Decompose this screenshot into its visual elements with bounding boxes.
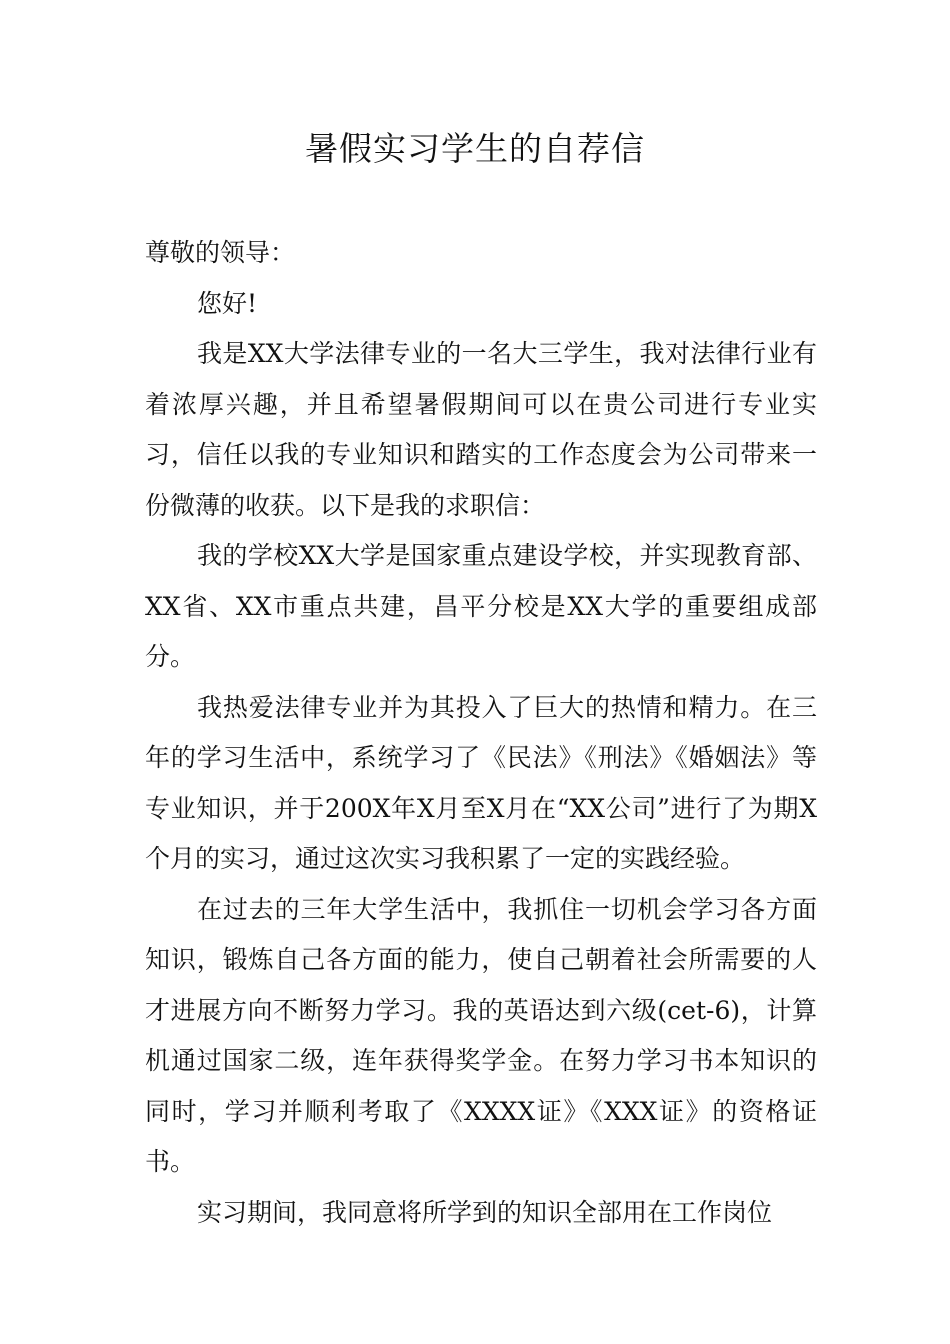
letter-body (145, 228, 817, 1238)
salutation: 尊敬的领导： (145, 238, 296, 267)
major-paragraph: 我热爱法律专业并为其投入了巨大的热情和精力。在三年的学习生活中，系统学习了《民法》《刑法》《婚姻法》等专业知识，并于200X年X月至X月在“XX公司”进行了为期X个月的实习，通过这次实习我积累了一定的实践经验。 (145, 692, 817, 873)
intro-paragraph: 我是XX大学法律专业的一名大三学生，我对法律行业有着浓厚兴趣，并且希望暑假期间可以在贵公司进行专业实习，信任以我的专业知识和踏实的工作态度会为公司带来一份微薄的收获。以下是我的求职信： (145, 339, 817, 520)
document-title: 暑假实习学生的自荐信 (305, 129, 645, 168)
internship-paragraph: 实习期间，我同意将所学到的知识全部用在工作岗位 (197, 1197, 773, 1227)
skills-paragraph: 在过去的三年大学生活中，我抓住一切机会学习各方面知识，锻炼自己各方面的能力，使自己朝着社会所需要的人才进展方向不断努力学习。我的英语达到六级(cet-6)，计算机通过国家二级，连年获得奖学金。在努力学习书本知识的同时，学习并顺利考取了《XXXX证》《XXX证》的资格证书。 (145, 894, 817, 1176)
school-paragraph: 我的学校XX大学是国家重点建设学校，并实现教育部、XX省、XX市重点共建，昌平分校是XX大学的重要组成部分。 (145, 541, 817, 671)
greeting-paragraph: 您好! (197, 288, 258, 318)
